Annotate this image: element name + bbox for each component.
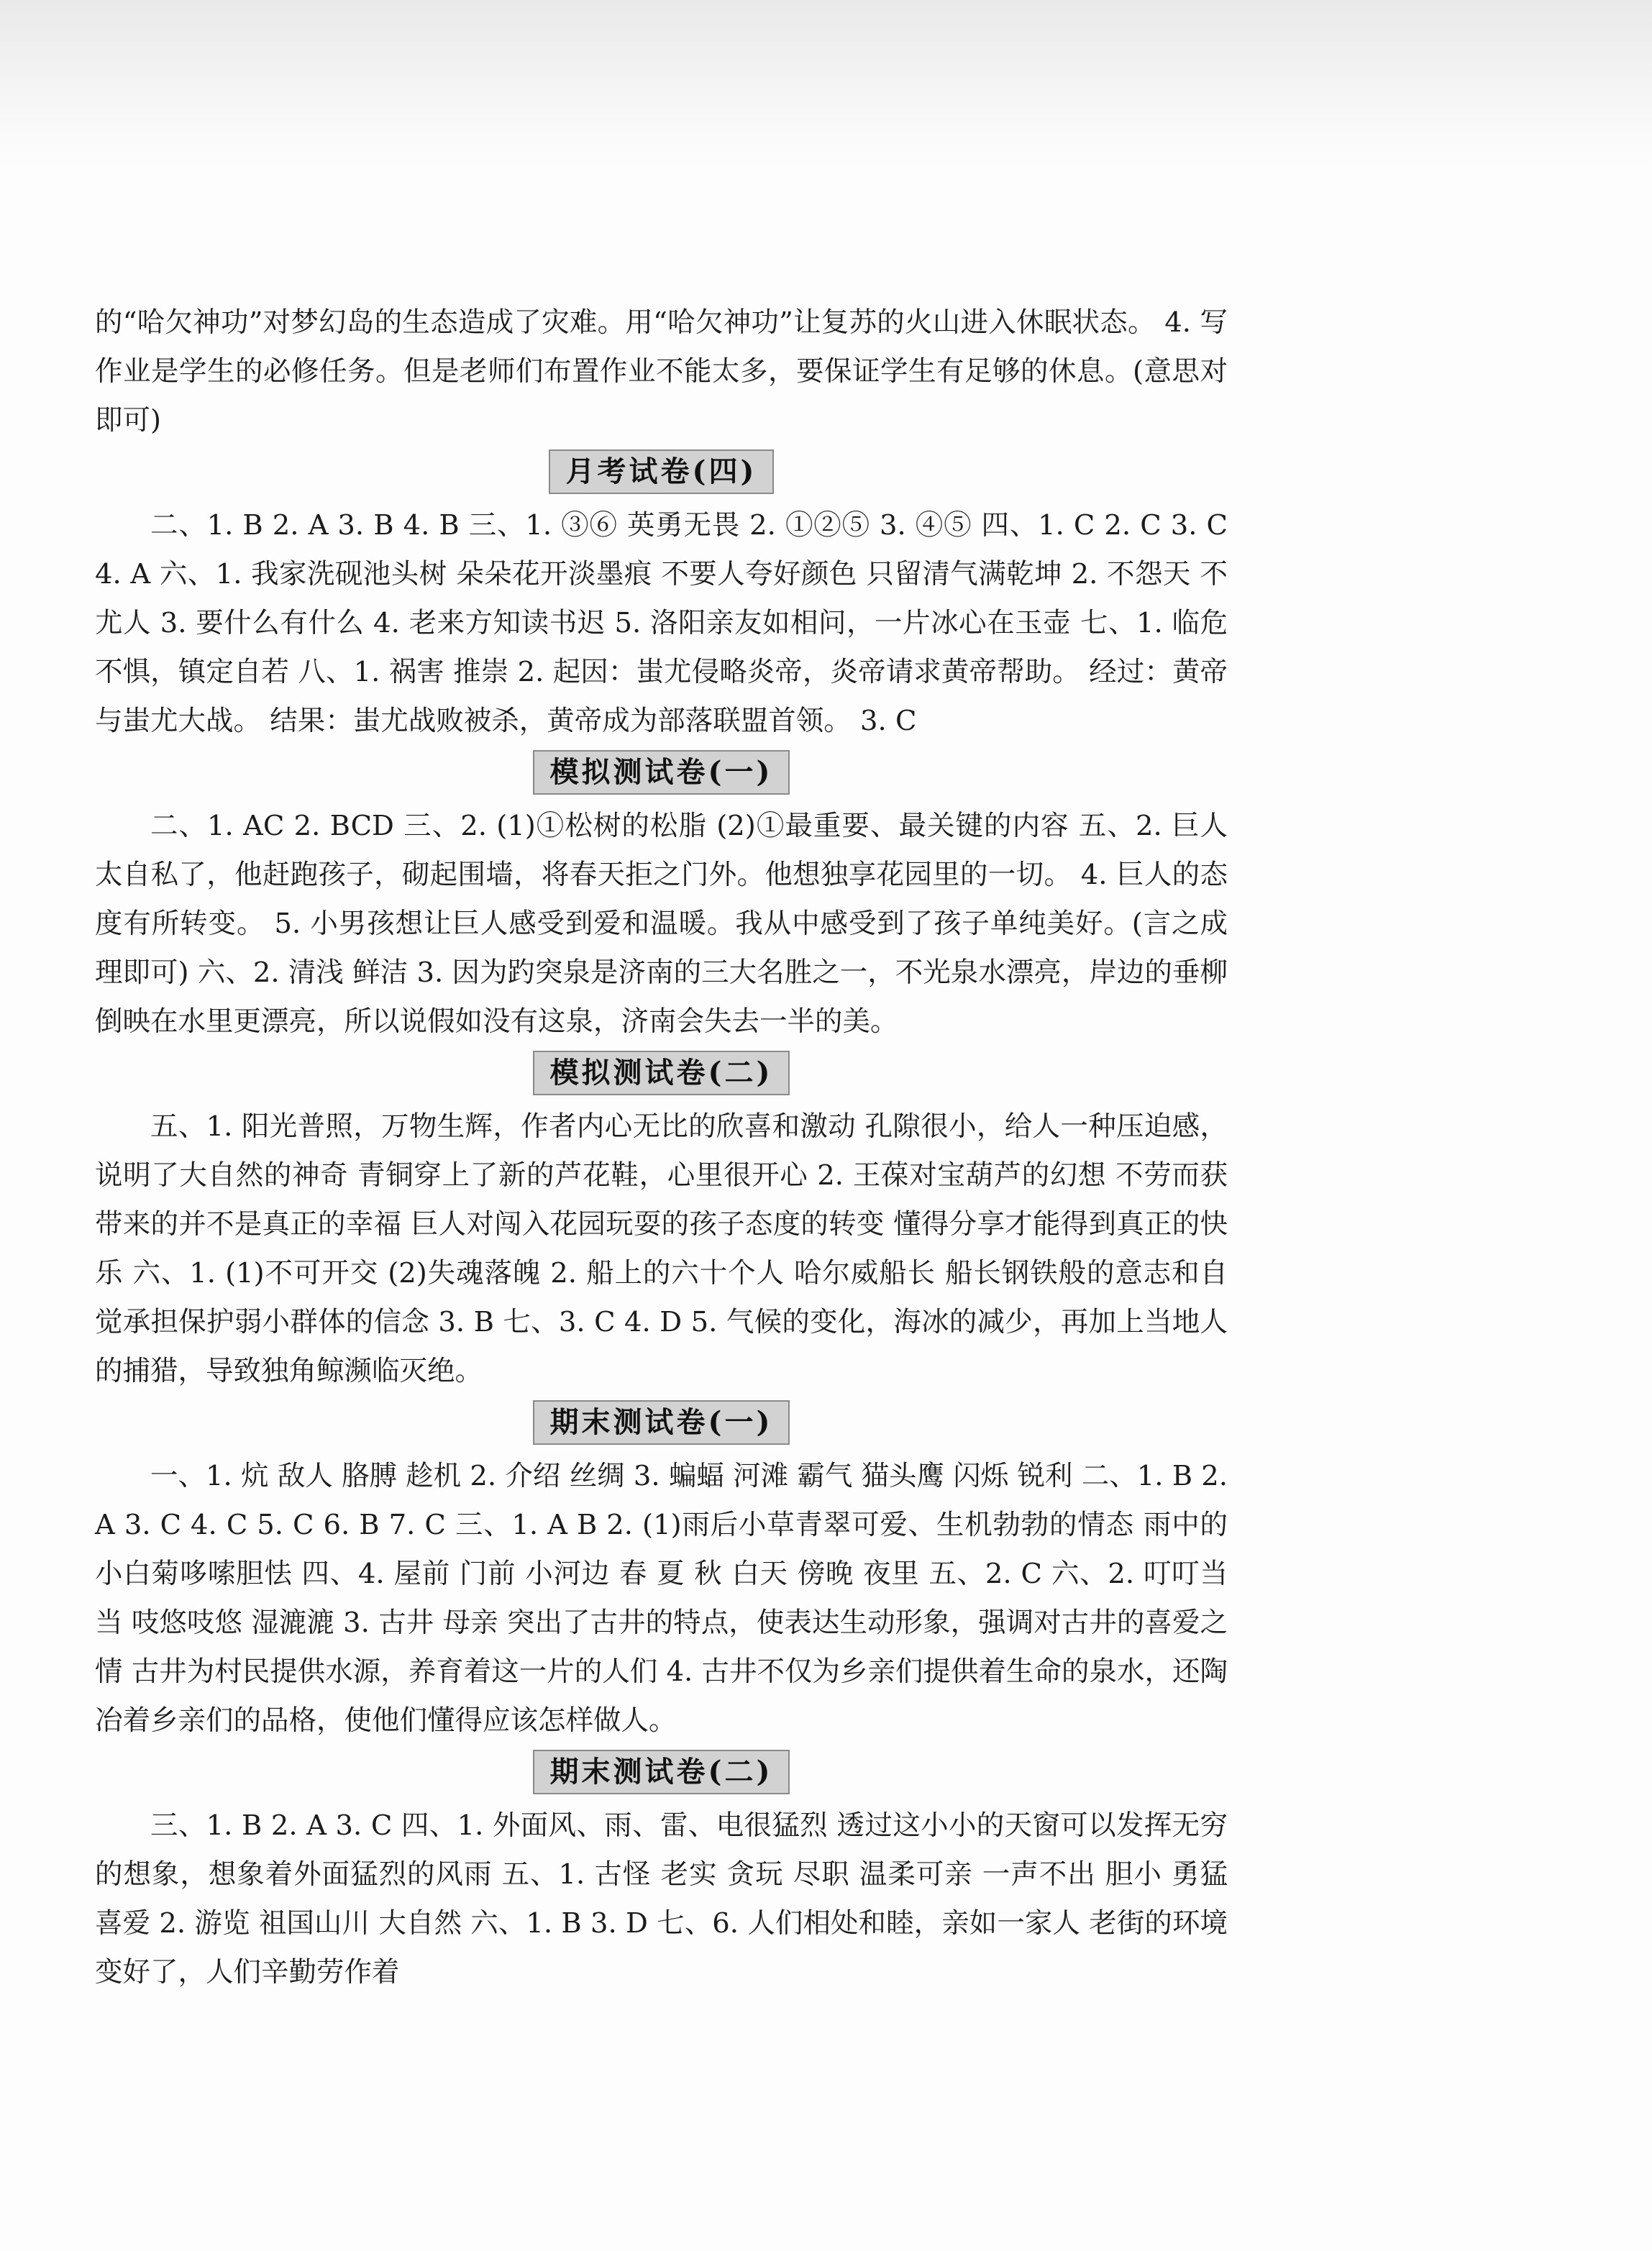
section-heading: 期末测试卷(一) xyxy=(533,1400,790,1445)
section-answers: 二、1. B 2. A 3. B 4. B 三、1. ③⑥ 英勇无畏 2. ①②⑤ 3. ④⑤ 四、1. C 2. C 3. C 4. A 六、1. 我家洗砚池头树 朵朵花开淡墨痕 不要人夸好颜色 只留清气满乾坤 2. 不怨天 不尤人 3. 要什么有什么 4. 老来方知读书迟 5. 洛阳亲友如相问，一片冰心在玉壶 七、1. 临危不惧，镇定自若 八、1. 祸害 推崇 2. 起因：蚩尤侵略炎帝，炎帝请求黄帝帮助。 经过：黄帝与蚩尤大战。 结果：蚩尤战败被杀，黄帝成为部落联盟首领。 3. C xyxy=(95,509,1228,737)
section-answers: 五、1. 阳光普照，万物生辉，作者内心无比的欣喜和激动 孔隙很小，给人一种压迫感，说明了大自然的神奇 青铜穿上了新的芦花鞋，心里很开心 2. 王葆对宝葫芦的幻想 不劳而获带来的并不是真正的幸福 巨人对闯入花园玩耍的孩子态度的转变 懂得分享才能得到真正的快乐 六、1. (1)不可开交 (2)失魂落魄 2. 船上的六十个人 哈尔威船长 船长钢铁般的意志和自觉承担保护弱小群体的信念 3. B 七、3. C 4. D 5. 气候的变化，海冰的减少，再加上当地人的捕猎，导致独角鲸濒临灭绝。 xyxy=(95,1110,1228,1387)
continued-answer-text: 的“哈欠神功”对梦幻岛的生态造成了灾难。用“哈欠神功”让复苏的火山进入休眠状态。 4. 写作业是学生的必修任务。但是老师们布置作业不能太多，要保证学生有足够的休息。(意思对即可) xyxy=(95,306,1228,437)
section-heading: 模拟测试卷(一) xyxy=(533,750,790,795)
section-heading: 期末测试卷(二) xyxy=(533,1750,790,1794)
answer-content xyxy=(95,298,1228,1997)
section-heading: 月考试卷(四) xyxy=(549,449,775,494)
section-mock-test-2 xyxy=(95,1046,1228,1396)
scan-shadow xyxy=(0,0,1652,165)
section-monthly-exam-4 xyxy=(95,445,1228,746)
section-answers: 二、1. AC 2. BCD 三、2. (1)①松树的松脂 (2)①最重要、最关键的内容 五、2. 巨人太自私了，他赶跑孩子，砌起围墙，将春天拒之门外。他想独享花园里的一切。 4. 巨人的态度有所转变。 5. 小男孩想让巨人感受到爱和温暖。我从中感受到了孩子单纯美好。(言之成理即可) 六、2. 清浅 鲜洁 3. 因为趵突泉是济南的三大名胜之一，不光泉水漂亮，岸边的垂柳倒映在水里更漂亮，所以说假如没有这泉，济南会失去一半的美。 xyxy=(95,810,1228,1038)
section-final-test-1 xyxy=(95,1396,1228,1745)
section-heading: 模拟测试卷(二) xyxy=(533,1051,790,1095)
section-final-test-2 xyxy=(95,1745,1228,1997)
section-mock-test-1 xyxy=(95,746,1228,1046)
section-answers: 一、1. 炕 敌人 胳膊 趁机 2. 介绍 丝绸 3. 蝙蝠 河滩 霸气 猫头鹰 闪烁 锐利 二、1. B 2. A 3. C 4. C 5. C 6. B 7. C 三、1. A B 2. (1)雨后小草青翠可爱、生机勃勃的情态 雨中的小白菊哆嗦胆怯 四、4. 屋前 门前 小河边 春 夏 秋 白天 傍晚 夜里 五、2. C 六、2. 叮叮当当 吱悠吱悠 湿漉漉 3. 古井 母亲 突出了古井的特点，使表达生动形象，强调对古井的喜爱之情 古井为村民提供水源，养育着这一片的人们 4. 古井不仅为乡亲们提供着生命的泉水，还陶冶着乡亲们的品格，使他们懂得应该怎样做人。 xyxy=(95,1460,1228,1737)
section-answers: 三、1. B 2. A 3. C 四、1. 外面风、雨、雷、电很猛烈 透过这小小的天窗可以发挥无穷的想象，想象着外面猛烈的风雨 五、1. 古怪 老实 贪玩 尽职 温柔可亲 一声不出 胆小 勇猛 喜爱 2. 游览 祖国山川 大自然 六、1. B 3. D 七、6. 人们相处和睦，亲如一家人 老街的环境变好了，人们辛勤劳作着 xyxy=(95,1809,1228,1989)
